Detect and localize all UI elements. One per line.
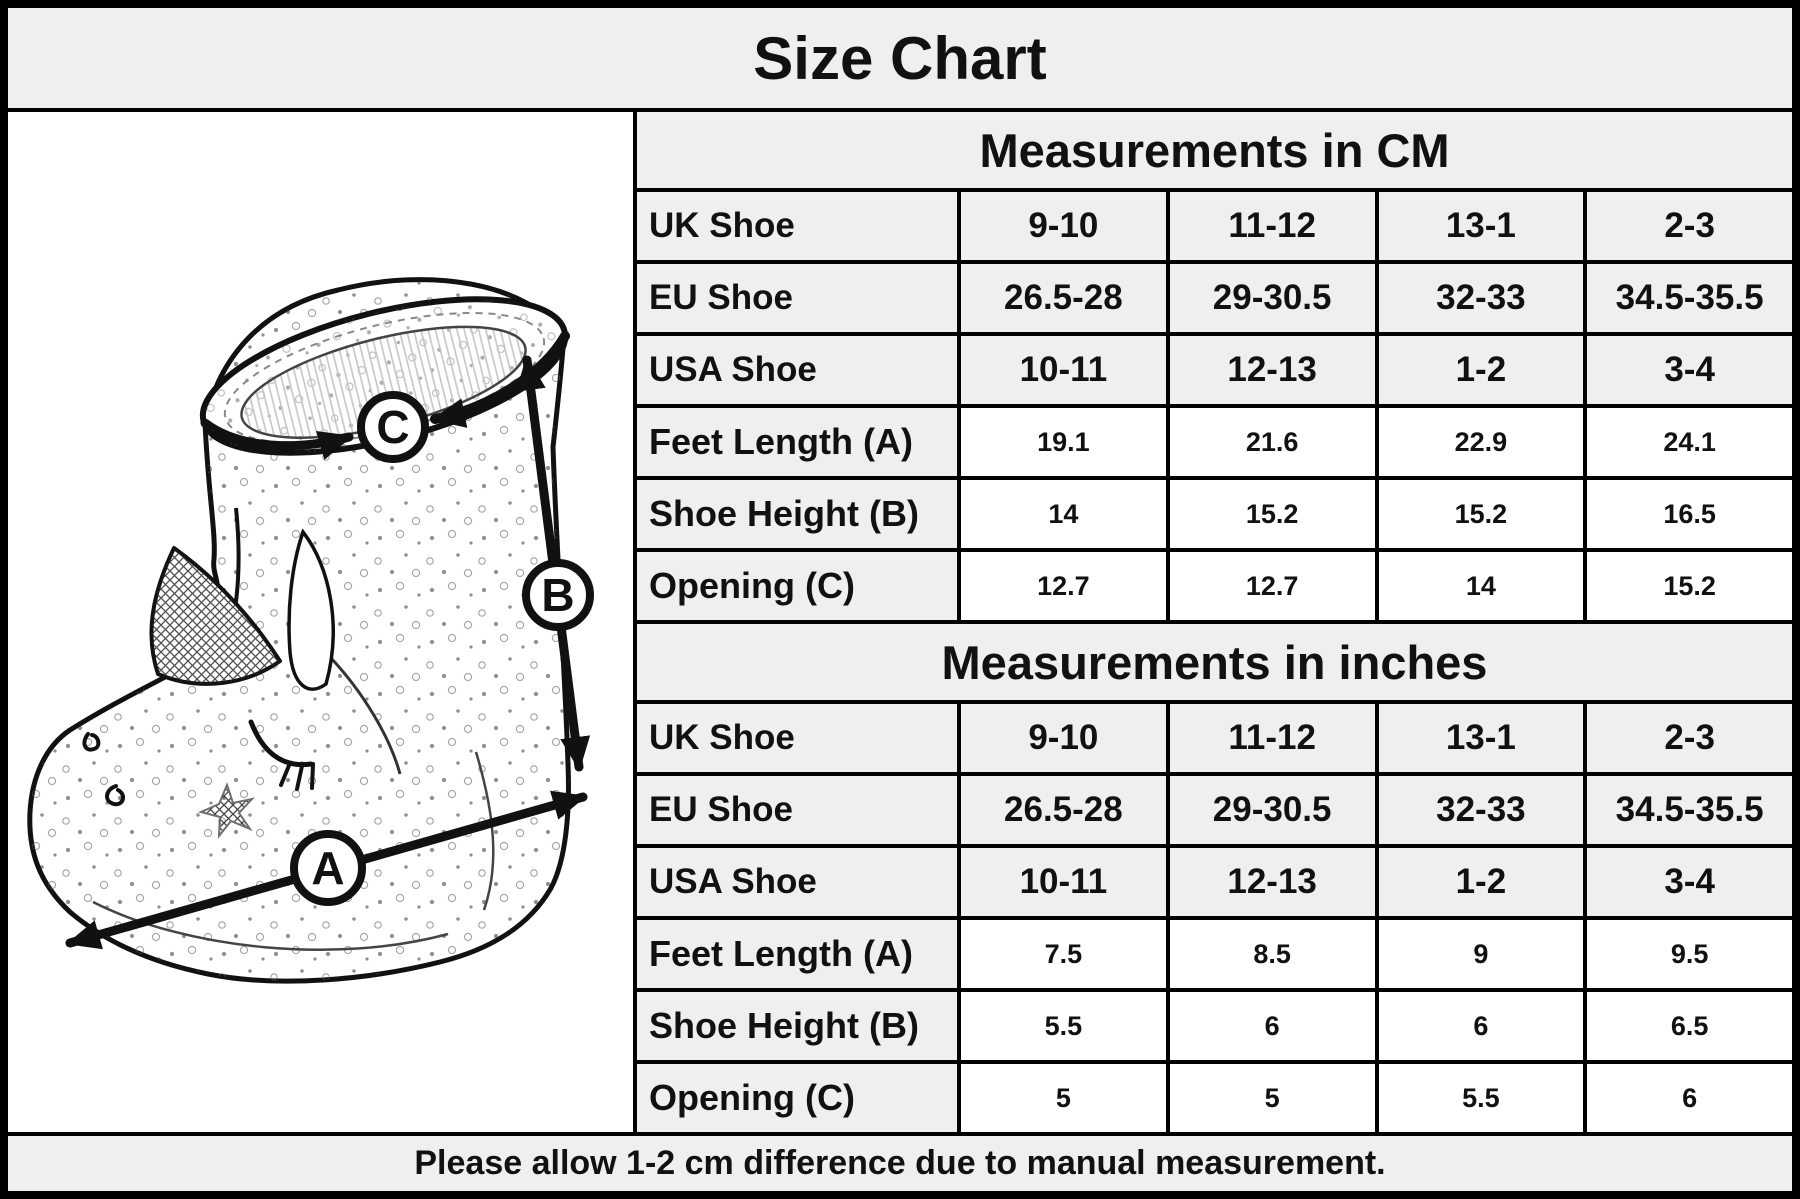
row-label: Opening (C) [637,1064,957,1132]
table-cell: 5.5 [1379,1064,1584,1132]
table-cell: 13-1 [1379,704,1584,772]
table-cell: 13-1 [1379,192,1584,260]
cm-table-header: Measurements in CM [637,112,1792,188]
table-cell: 11-12 [1170,192,1375,260]
table-cell: 5 [1170,1064,1375,1132]
table-cell: 9-10 [961,192,1166,260]
table-cell: 19.1 [961,408,1166,476]
table-cell: 12.7 [961,552,1166,620]
table-cell: 9 [1379,920,1584,988]
table-cell: 26.5-28 [961,776,1166,844]
table-cell: 15.2 [1587,552,1792,620]
table-cell: 2-3 [1587,704,1792,772]
table-cell: 15.2 [1170,480,1375,548]
table-cell: 15.2 [1379,480,1584,548]
table-cell: 1-2 [1379,848,1584,916]
label-b: B [541,569,575,621]
table-cell: 24.1 [1587,408,1792,476]
table-cell: 10-11 [961,848,1166,916]
table-cell: 1-2 [1379,336,1584,404]
table-cell: 9.5 [1587,920,1792,988]
table-cell: 26.5-28 [961,264,1166,332]
table-cell: 6 [1170,992,1375,1060]
row-label: Shoe Height (B) [637,992,957,1060]
table-cell: 6 [1587,1064,1792,1132]
row-label: EU Shoe [637,776,957,844]
table-cell: 29-30.5 [1170,776,1375,844]
table-cell: 12-13 [1170,848,1375,916]
table-cell: 3-4 [1587,848,1792,916]
chart-body [8,112,1792,1132]
page-title: Size Chart [8,8,1792,108]
table-cell: 12-13 [1170,336,1375,404]
table-cell: 16.5 [1587,480,1792,548]
table-cell: 29-30.5 [1170,264,1375,332]
slipper-boot-sketch [8,112,633,1132]
table-cell: 3-4 [1587,336,1792,404]
label-c: C [376,401,410,453]
table-cell: 12.7 [1170,552,1375,620]
label-a: A [311,842,345,894]
table-cell: 7.5 [961,920,1166,988]
size-tables [637,112,1792,1132]
row-label: Feet Length (A) [637,408,957,476]
table-cell: 32-33 [1379,776,1584,844]
row-label: Opening (C) [637,552,957,620]
table-cell: 32-33 [1379,264,1584,332]
table-cell: 34.5-35.5 [1587,776,1792,844]
table-cell: 6.5 [1587,992,1792,1060]
row-label: EU Shoe [637,264,957,332]
table-cell: 34.5-35.5 [1587,264,1792,332]
row-label: UK Shoe [637,192,957,260]
row-label: USA Shoe [637,336,957,404]
table-cell: 21.6 [1170,408,1375,476]
slipper-measurement-diagram [8,112,633,1132]
table-cell: 8.5 [1170,920,1375,988]
row-label: UK Shoe [637,704,957,772]
table-cell: 10-11 [961,336,1166,404]
measurement-disclaimer: Please allow 1-2 cm difference due to manual measurement. [8,1136,1792,1191]
inches-table-header: Measurements in inches [637,624,1792,700]
table-cell: 14 [1379,552,1584,620]
table-cell: 14 [961,480,1166,548]
row-label: Shoe Height (B) [637,480,957,548]
row-label: USA Shoe [637,848,957,916]
row-label: Feet Length (A) [637,920,957,988]
table-cell: 5 [961,1064,1166,1132]
table-cell: 22.9 [1379,408,1584,476]
table-cell: 2-3 [1587,192,1792,260]
table-cell: 6 [1379,992,1584,1060]
table-cell: 5.5 [961,992,1166,1060]
table-cell: 11-12 [1170,704,1375,772]
table-cell: 9-10 [961,704,1166,772]
